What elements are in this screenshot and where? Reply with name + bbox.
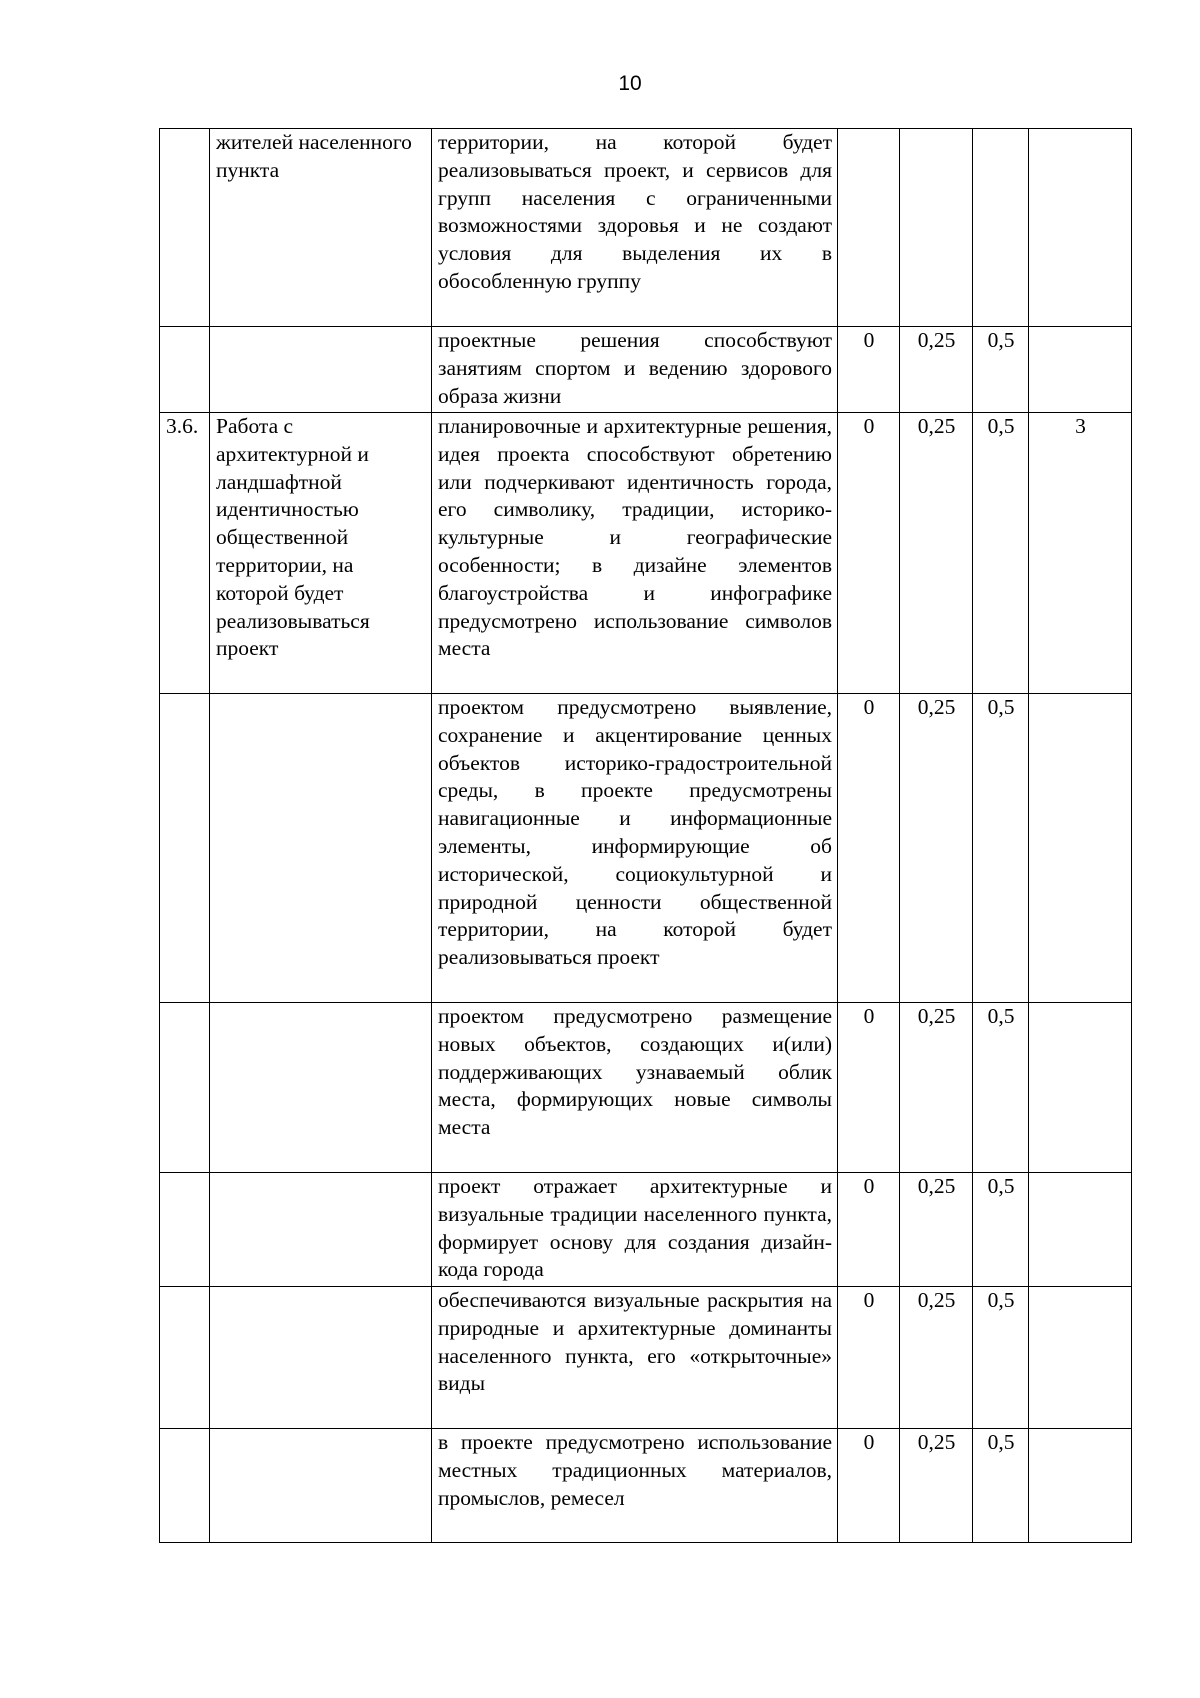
row-number: 3.6. xyxy=(160,413,210,694)
score-quarter xyxy=(900,129,973,327)
max-score: 3 xyxy=(1029,413,1132,694)
page-number: 10 xyxy=(618,72,642,95)
row-number xyxy=(160,694,210,1003)
criterion-description: территории, на которой будет реализовываться проект, и сервисов для групп населения с ограниченными возможностями здоровья и не создают условия для выделения их в обособленную группу xyxy=(432,129,838,327)
row-number xyxy=(160,1173,210,1287)
criterion-description: в проекте предусмотрено использование местных традиционных материалов, промыслов, ремесел xyxy=(432,1429,838,1543)
criterion-name xyxy=(210,1429,432,1543)
score-zero: 0 xyxy=(838,694,900,1003)
max-score xyxy=(1029,694,1132,1003)
criterion-description: планировочные и архитектурные решения, идея проекта способствуют обретению или подчеркивают идентичность города, его символику, традиции, историко-культурные и географические особенности; в дизайне элементов благоустройства и инфографике предусмотрено использование символов места xyxy=(432,413,838,694)
criterion-description: проектом предусмотрено выявление, сохранение и акцентирование ценных объектов историко-градостроительной среды, в проекте предусмотрены навигационные и информационные элементы, информирующие об исторической, социокультурной и природной ценности общественной территории, на которой будет реализовываться проект xyxy=(432,694,838,1003)
score-quarter: 0,25 xyxy=(900,1287,973,1429)
max-score xyxy=(1029,1429,1132,1543)
max-score xyxy=(1029,1287,1132,1429)
score-zero: 0 xyxy=(838,1173,900,1287)
criterion-name xyxy=(210,1287,432,1429)
criterion-description: проект отражает архитектурные и визуальные традиции населенного пункта, формирует основу для создания дизайн-кода города xyxy=(432,1173,838,1287)
row-number xyxy=(160,129,210,327)
score-half: 0,5 xyxy=(973,1429,1029,1543)
criterion-name xyxy=(210,694,432,1003)
score-zero: 0 xyxy=(838,1287,900,1429)
score-zero: 0 xyxy=(838,413,900,694)
criterion-description: проектные решения способствуют занятиям спортом и ведению здорового образа жизни xyxy=(432,327,838,413)
score-half: 0,5 xyxy=(973,413,1029,694)
criterion-name xyxy=(210,1003,432,1173)
score-half: 0,5 xyxy=(973,1173,1029,1287)
score-quarter: 0,25 xyxy=(900,694,973,1003)
max-score xyxy=(1029,1173,1132,1287)
score-quarter: 0,25 xyxy=(900,1003,973,1173)
table-row xyxy=(160,1003,1132,1173)
row-number xyxy=(160,327,210,413)
max-score xyxy=(1029,1003,1132,1173)
score-quarter: 0,25 xyxy=(900,1173,973,1287)
row-number xyxy=(160,1287,210,1429)
score-zero: 0 xyxy=(838,327,900,413)
table-row xyxy=(160,1287,1132,1429)
criterion-description: обеспечиваются визуальные раскрытия на природные и архитектурные доминанты населенного пункта, его «открыточные» виды xyxy=(432,1287,838,1429)
max-score xyxy=(1029,327,1132,413)
criteria-table xyxy=(159,128,1132,1543)
score-quarter: 0,25 xyxy=(900,413,973,694)
score-zero xyxy=(838,129,900,327)
score-half: 0,5 xyxy=(973,1287,1029,1429)
table-row xyxy=(160,1173,1132,1287)
max-score xyxy=(1029,129,1132,327)
table-row xyxy=(160,694,1132,1003)
row-number xyxy=(160,1003,210,1173)
score-zero: 0 xyxy=(838,1003,900,1173)
score-half: 0,5 xyxy=(973,694,1029,1003)
score-half: 0,5 xyxy=(973,1003,1029,1173)
table-row xyxy=(160,1429,1132,1543)
score-quarter: 0,25 xyxy=(900,1429,973,1543)
criterion-description: проектом предусмотрено размещение новых объектов, создающих и(или) поддерживающих узнаваемый облик места, формирующих новые символы места xyxy=(432,1003,838,1173)
score-half: 0,5 xyxy=(973,327,1029,413)
criterion-name: жителей населенного пункта xyxy=(210,129,432,327)
criterion-name xyxy=(210,327,432,413)
table-row xyxy=(160,129,1132,327)
criterion-name: Работа с архитектурной и ландшафтной идентичностью общественной территории, на которой будет реализовываться проект xyxy=(210,413,432,694)
score-zero: 0 xyxy=(838,1429,900,1543)
row-number xyxy=(160,1429,210,1543)
score-half xyxy=(973,129,1029,327)
score-quarter: 0,25 xyxy=(900,327,973,413)
table-row xyxy=(160,327,1132,413)
criterion-name xyxy=(210,1173,432,1287)
table-row xyxy=(160,413,1132,694)
